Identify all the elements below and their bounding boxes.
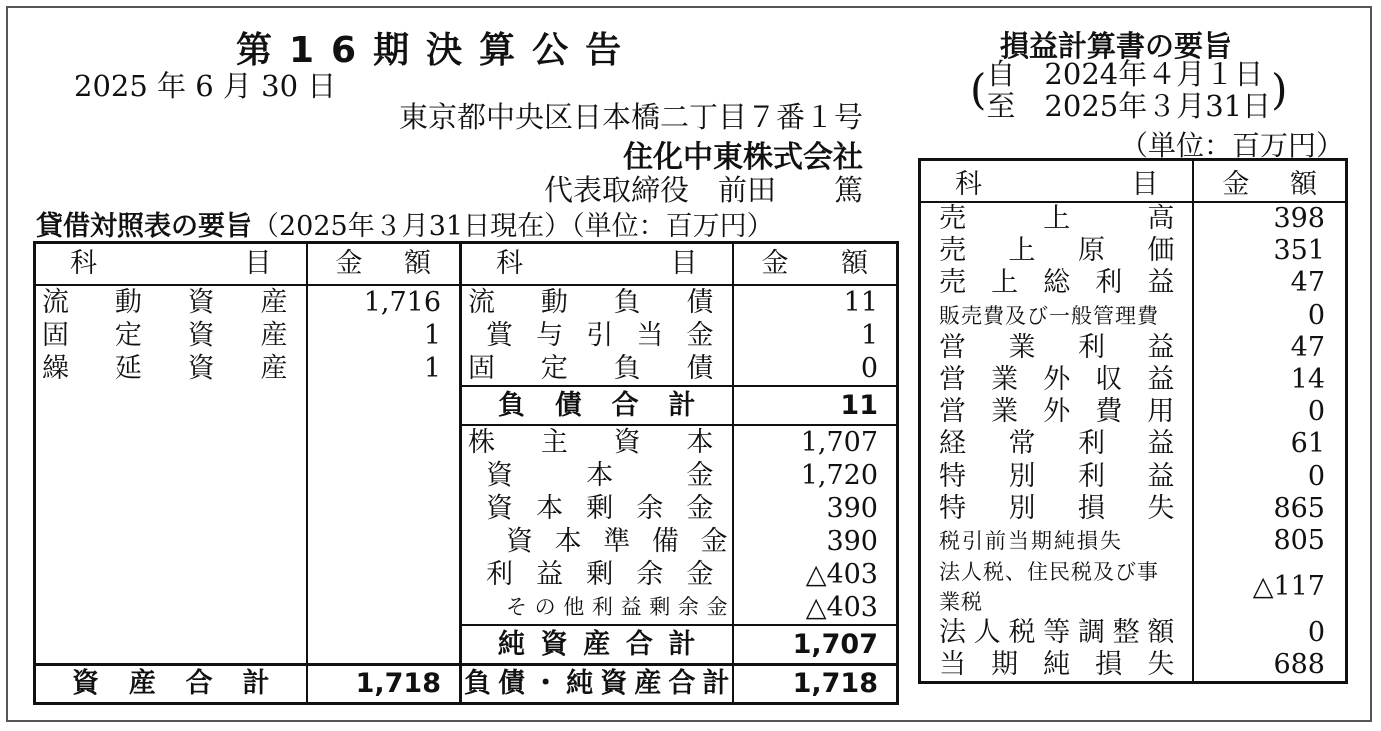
row-label: 特 別 利 益 [939, 460, 1175, 492]
balance-sheet-header: 科 目 金 額 科 目 金 額 [35, 243, 898, 286]
table-row [920, 364, 1347, 396]
row-label: 販売費及び一般管理費 [939, 303, 1159, 328]
table-row [920, 332, 1347, 364]
table-row: 株 主 資 本 1,707 [35, 425, 898, 459]
row-label: 売 上 原 価 [939, 235, 1175, 267]
open-paren: ( [970, 65, 987, 114]
row-label: 経 常 利 益 [939, 428, 1175, 460]
table-row [920, 617, 1347, 649]
row-label: 繰 延 資 産 [42, 353, 288, 384]
balance-sheet-heading: 貸借対照表の要旨（2025年３月31日現在）（単位：百万円） [36, 211, 774, 242]
table-row [920, 235, 1347, 267]
row-label: 純 資 産 合 計 [498, 629, 696, 660]
row-label: 流 動 負 債 [468, 287, 714, 318]
income-statement-unit: （単位：百万円） [1120, 129, 1345, 162]
row-value: 0 [1193, 617, 1346, 649]
company-address: 東京都中央区日本橋二丁目７番１号 [398, 100, 863, 134]
row-value: 47 [1193, 267, 1346, 299]
row-value: 351 [1193, 235, 1346, 267]
income-statement-heading: 損益計算書の要旨 [1000, 29, 1233, 63]
table-row [920, 267, 1347, 299]
table-row: 資 本 準 備 金 390 [35, 525, 898, 558]
table-row: 資 本 剰 余 金 390 [35, 492, 898, 525]
row-label: 営 業 利 益 [939, 331, 1175, 363]
row-label: 営 業 外 費 用 [939, 396, 1175, 428]
table-row [920, 300, 1347, 332]
row-label: 資 本 剰 余 金 [486, 493, 714, 524]
row-value: 688 [1193, 649, 1346, 683]
table-row: 負 債 合 計 11 [35, 386, 898, 425]
table-row [920, 428, 1347, 460]
total-row: 資 産 合 計 1,718 負 債 ・ 純 資 産 合 計 1,718 [35, 665, 898, 704]
row-label: 法 人 税 等 調 整 額 [939, 617, 1175, 649]
income-statement-header: 科 目 金 額 [920, 160, 1347, 203]
table-row [920, 461, 1347, 493]
table-row: 繰 延 資 産 1 固 定 負 債 0 [35, 352, 898, 386]
table-row [920, 525, 1347, 557]
row-label: 賞 与 引 当 金 [486, 320, 714, 351]
fiscal-period: (自 2024年４月１日 至 2025年３月31日) [970, 57, 1288, 123]
table-row [920, 396, 1347, 428]
row-value: 0 [1193, 461, 1346, 493]
row-value: 61 [1193, 428, 1346, 460]
row-label: 特 別 損 失 [939, 492, 1175, 524]
table-row: 利 益 剰 余 金 △403 [35, 558, 898, 591]
table-row: 流 動 資 産 1,716 流 動 負 債 11 [35, 285, 898, 319]
income-statement-body [920, 202, 1347, 683]
row-label: 固 定 資 産 [42, 320, 288, 351]
row-label: そ の 他 利 益 剰 余 金 [506, 595, 728, 619]
company-name: 住化中東株式会社 [623, 140, 863, 175]
table-row [920, 557, 1347, 617]
row-label: 株 主 資 本 [468, 427, 714, 458]
announcement-date: 2025 年 6 月 30 日 [74, 69, 337, 103]
row-label: 負 債 合 計 [498, 390, 696, 421]
row-value: 14 [1193, 364, 1346, 396]
row-label: 流 動 資 産 [42, 287, 288, 318]
row-value: 805 [1193, 525, 1346, 557]
row-label: 資 本 金 [486, 460, 714, 491]
table-row: 純 資 産 合 計 1,707 [35, 625, 898, 663]
table-row [920, 493, 1347, 525]
row-label: 資 本 準 備 金 [506, 526, 728, 557]
income-statement-table [918, 158, 1348, 684]
row-label: 法人税、住民税及び事業税 [939, 560, 1159, 615]
row-label: 資 産 合 計 [72, 668, 270, 699]
table-row: 固 定 資 産 1 賞 与 引 当 金 1 [35, 319, 898, 352]
row-label: 利 益 剰 余 金 [486, 559, 714, 590]
page-title: 第16期決算公告 [236, 30, 639, 71]
row-value: 865 [1193, 493, 1346, 525]
row-label: 負 債 ・ 純 資 産 合 計 [464, 668, 730, 699]
row-label: 固 定 負 債 [468, 353, 714, 384]
row-label: 売 上 総 利 益 [939, 267, 1175, 299]
row-label: 売 上 高 [939, 203, 1175, 235]
table-row: 資 本 金 1,720 [35, 459, 898, 492]
table-row: そ の 他 利 益 剰 余 金 △403 [35, 591, 898, 625]
row-label: 当 期 純 損 失 [939, 649, 1175, 681]
table-row [920, 202, 1347, 235]
row-value: 0 [1193, 300, 1346, 332]
close-paren: ) [1271, 65, 1288, 114]
representative: 代表取締役 前田 篤 [543, 173, 863, 207]
row-value: 47 [1193, 332, 1346, 364]
row-label: 税引前当期純損失 [939, 528, 1123, 553]
row-value: △117 [1193, 557, 1346, 617]
row-value: 0 [1193, 396, 1346, 428]
table-row [920, 649, 1347, 683]
row-label: 営 業 外 収 益 [939, 364, 1175, 396]
row-value: 398 [1193, 202, 1346, 235]
balance-sheet-table [33, 241, 899, 705]
